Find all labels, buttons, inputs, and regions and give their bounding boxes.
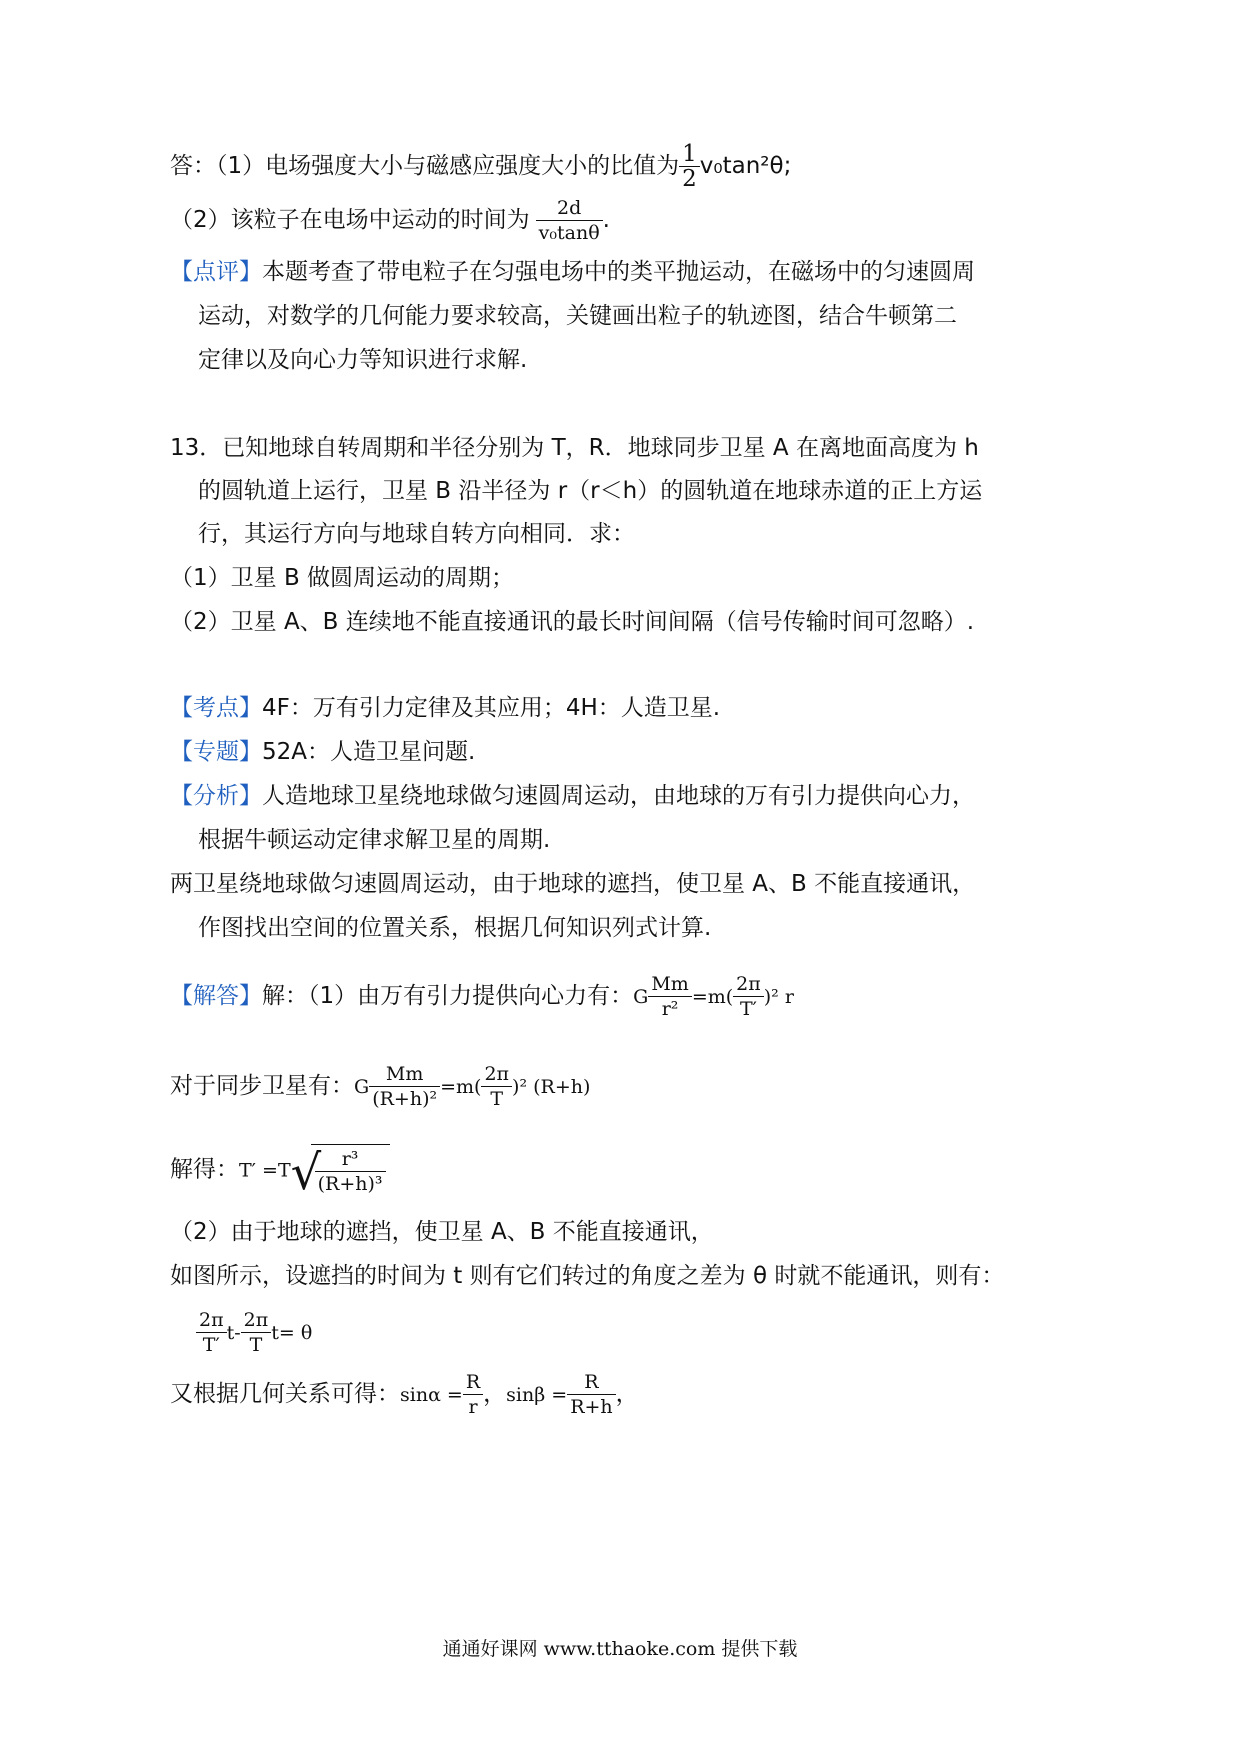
fraction-time	[536, 196, 603, 245]
eq2-G: G	[354, 1076, 370, 1098]
answer-2-prefix: （2）该粒子在电场中运动的时间为	[170, 207, 530, 233]
jieda-tag: 【解答】	[170, 983, 262, 1009]
eq1-end: )² r	[763, 986, 794, 1008]
eq2-mid: =m(	[440, 1076, 482, 1098]
fenxi-line-3	[170, 868, 975, 900]
eq5-sin-alpha: sinα =	[400, 1384, 463, 1406]
fenxi-text-4: 作图找出空间的位置关系，根据几何知识列式计算.	[198, 915, 712, 941]
jieda-line-3	[170, 1144, 390, 1201]
frac-den: T′	[733, 996, 764, 1021]
frac-num: Mm	[651, 973, 689, 995]
review-text-2: 运动，对数学的几何能力要求较高，关键画出粒子的轨迹图，结合牛顿第二	[198, 303, 957, 329]
answer-line-1	[170, 142, 791, 191]
kaodian-line	[170, 692, 720, 724]
frac-den: v₀tanθ	[536, 220, 603, 245]
frac-den: (R+h)²	[369, 1086, 440, 1111]
jieda-line-6	[170, 1370, 639, 1419]
frac-den: T	[241, 1332, 272, 1357]
frac-num: 1	[682, 141, 697, 167]
fenxi-line-2	[198, 824, 550, 856]
q13-text-2: 的圆轨道上运行，卫星 B 沿半径为 r（r＜h）的圆轨道在地球赤道的正上方运	[198, 478, 983, 504]
fenxi-text-1: 人造地球卫星绕地球做匀速圆周运动，由地球的万有引力提供向心力，	[262, 783, 975, 809]
frac-den: R+h	[567, 1394, 615, 1419]
page-footer: 通通好课网 www.tthaoke.com 提供下载	[442, 1638, 798, 1660]
eq3-left: T′ =T	[239, 1159, 291, 1182]
jieda-text-4: （2）由于地球的遮挡，使卫星 A、B 不能直接通讯，	[170, 1219, 714, 1245]
answer-1-prefix: 答：（1）电场强度大小与磁感应强度大小的比值为	[170, 153, 680, 179]
eq4-frac-1	[196, 1308, 227, 1357]
jieda-line-5	[170, 1260, 1004, 1292]
eq1-mid: =m(	[691, 986, 734, 1008]
frac-den: r	[463, 1394, 483, 1419]
frac-num: R	[584, 1371, 599, 1393]
eq2-frac-2pi	[481, 1062, 512, 1111]
fenxi-text-2: 根据牛顿运动定律求解卫星的周期.	[198, 827, 551, 853]
q13-line-3	[198, 518, 635, 550]
eq2-frac-Mm	[369, 1062, 440, 1111]
frac-num: 2d	[557, 197, 582, 219]
kaodian-tag: 【考点】	[170, 695, 262, 721]
eq4-frac-2	[241, 1308, 272, 1357]
q13-line-1	[170, 432, 979, 464]
eq2-end: )² (R+h)	[512, 1076, 591, 1098]
jieda-text-3: 解得：	[170, 1156, 239, 1183]
eq1-frac-Mm	[648, 972, 691, 1021]
review-line-3	[198, 344, 527, 376]
q13-part-1-text: （1）卫星 B 做圆周运动的周期；	[170, 565, 515, 591]
jieda-text-1: 解：（1）由万有引力提供向心力有：	[262, 983, 634, 1009]
jieda-line-1	[170, 972, 794, 1021]
frac-den: T	[481, 1086, 512, 1111]
q13-part-1	[170, 562, 514, 594]
review-text-3: 定律以及向心力等知识进行求解.	[198, 347, 528, 373]
fenxi-line-1	[170, 780, 975, 812]
frac-den: (R+h)³	[315, 1171, 386, 1196]
answer-2-end: .	[602, 207, 610, 233]
frac-den: T′	[196, 1332, 227, 1357]
eq4-end: t= θ	[271, 1322, 313, 1344]
kaodian-text: 4F：万有引力定律及其应用；4H：人造卫星.	[262, 695, 721, 721]
frac-num: 2π	[484, 1063, 510, 1085]
fenxi-tag: 【分析】	[170, 783, 262, 809]
eq5-sin-beta: sinβ =	[506, 1384, 568, 1406]
sqrt-sign-icon: √	[290, 1145, 322, 1201]
review-text-1: 本题考查了带电粒子在匀强电场中的类平抛运动，在磁场中的匀速圆周	[262, 259, 975, 285]
eq5-end: ，	[615, 1381, 639, 1407]
answer-line-2	[170, 196, 610, 245]
q13-text-1: 13．已知地球自转周期和半径分别为 T，R．地球同步卫星 A 在离地面高度为 h	[170, 435, 979, 461]
jieda-text-2: 对于同步卫星有：	[170, 1073, 354, 1099]
review-line-1	[170, 256, 975, 288]
frac-num: 2π	[736, 973, 761, 995]
frac-den: 2	[679, 166, 700, 191]
q13-text-3: 行，其运行方向与地球自转方向相同．求：	[198, 521, 635, 547]
frac-num: Mm	[385, 1063, 424, 1085]
eq5-frac-a	[463, 1370, 483, 1419]
jieda-eq4	[196, 1308, 312, 1357]
zhuanti-text: 52A：人造卫星问题.	[262, 739, 476, 765]
frac-num: r³	[341, 1148, 359, 1170]
zhuanti-tag: 【专题】	[170, 739, 262, 765]
jieda-line-2	[170, 1062, 590, 1111]
q13-part-2	[170, 606, 974, 638]
eq1-G: G	[633, 986, 649, 1008]
q13-line-2	[198, 475, 982, 507]
q13-part-2-text: （2）卫星 A、B 连续地不能直接通讯的最长时间间隔（信号传输时间可忽略）.	[170, 609, 975, 635]
eq1-frac-2pi	[733, 972, 764, 1021]
fraction-half	[679, 142, 700, 191]
frac-den: r²	[648, 996, 691, 1021]
frac-num: 2π	[243, 1309, 269, 1331]
answer-1-expr: v₀tan²θ;	[699, 153, 792, 179]
review-tag: 【点评】	[170, 259, 262, 285]
eq3-frac	[315, 1147, 386, 1196]
jieda-text-5: 如图所示，设遮挡的时间为 t 则有它们转过的角度之差为 θ 时就不能通讯，则有：	[170, 1263, 1005, 1289]
eq4-mid: t-	[226, 1322, 241, 1344]
jieda-text-6: 又根据几何关系可得：	[170, 1381, 400, 1407]
frac-num: R	[465, 1371, 481, 1393]
fenxi-line-4	[198, 912, 711, 944]
zhuanti-line	[170, 736, 475, 768]
eq5-frac-b	[567, 1370, 615, 1419]
eq5-sep: ，	[483, 1381, 507, 1407]
review-line-2	[198, 300, 957, 332]
jieda-line-4	[170, 1216, 714, 1248]
sqrt-expression	[290, 1144, 390, 1201]
fenxi-text-3: 两卫星绕地球做匀速圆周运动，由于地球的遮挡，使卫星 A、B 不能直接通讯，	[170, 871, 976, 897]
frac-num: 2π	[199, 1309, 224, 1331]
